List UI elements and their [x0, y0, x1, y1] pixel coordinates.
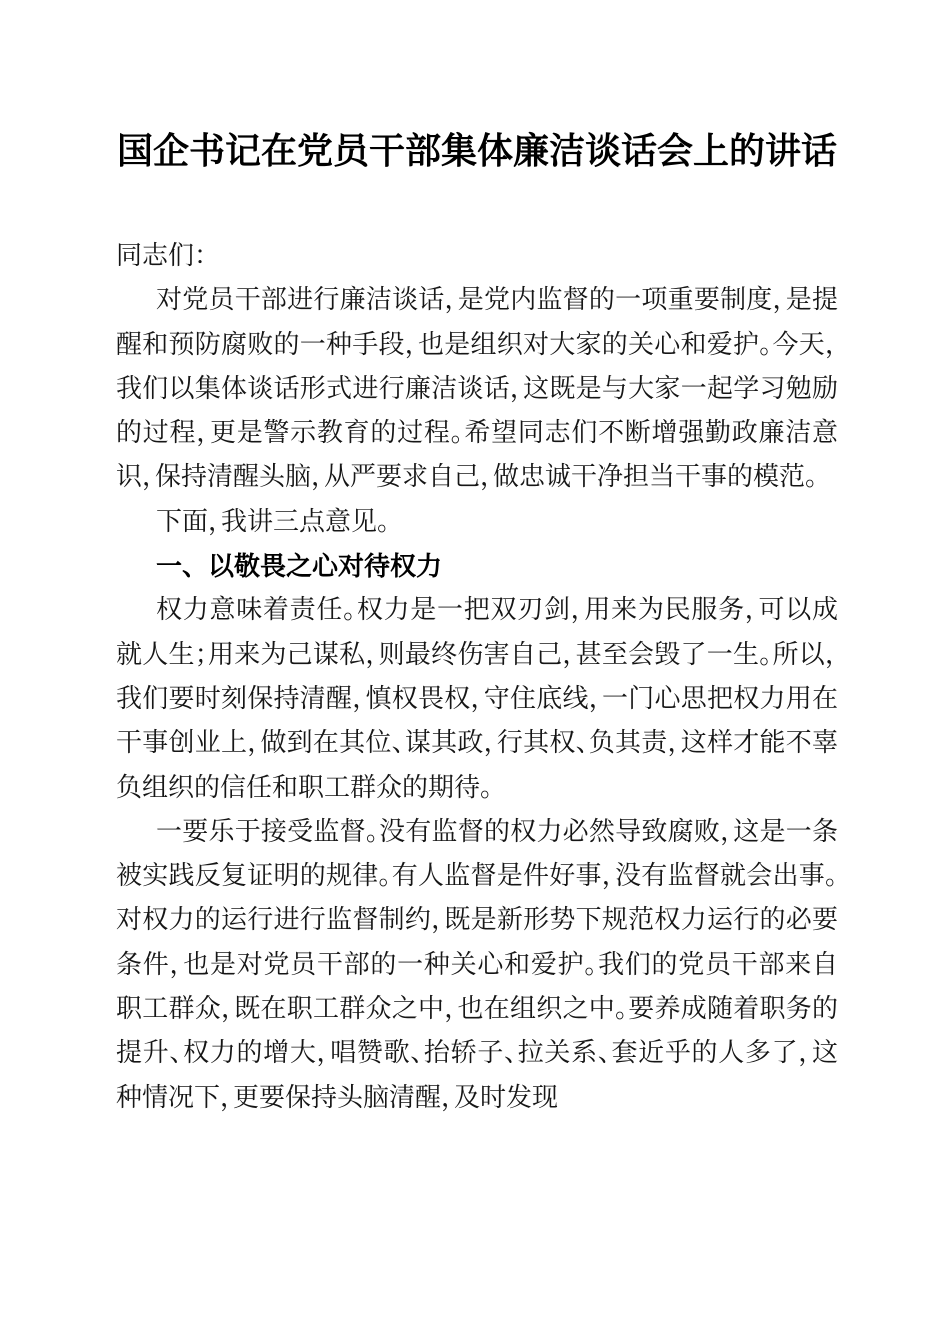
salutation: 同志们：: [116, 241, 208, 270]
paragraph-intro: 对党员干部进行廉洁谈话，是党内监督的一项重要制度，是提醒和预防腐败的一种手段，也是组织对大家的关心和爱护。今天，我们以集体谈话形式进行廉洁谈话，这既是与大家一起学习勉励的过程，更是警示教育的过程。希望同志们不断增强勤政廉洁意识，保持清醒头脑，从严要求自己，做忠诚干净担当干事的模范。: [116, 285, 838, 492]
paragraph-power-responsibility: 权力意味着责任。权力是一把双刃剑，用来为民服务，可以成就人生；用来为己谋私，则最终伤害自己，甚至会毁了一生。所以，我们要时刻保持清醒，慎权畏权，守住底线，一门心思把权力用在干事创业上，做到在其位、谋其政，行其权、负其责，这样才能不辜负组织的信任和职工群众的期待。: [116, 595, 838, 802]
section-heading-1: 一、以敬畏之心对待权力: [156, 551, 443, 582]
paragraph-accept-supervision: 一要乐于接受监督。没有监督的权力必然导致腐败，这是一条被实践反复证明的规律。有人监督是件好事，没有监督就会出事。对权力的运行进行监督制约，既是新形势下规范权力运行的必要条件，也是对党员干部的一种关心和爱护。我们的党员干部来自职工群众，既在职工群众之中，也在组织之中。要养成随着职务的提升、权力的增大，唱赞歌、抬轿子、拉关系、套近乎的人多了，这种情况下，更要保持头脑清醒，及时发现: [116, 816, 838, 1112]
document-title: 国企书记在党员干部集体廉洁谈话会上的讲话: [116, 131, 837, 171]
paragraph-transition: 下面，我讲三点意见。: [156, 506, 391, 536]
